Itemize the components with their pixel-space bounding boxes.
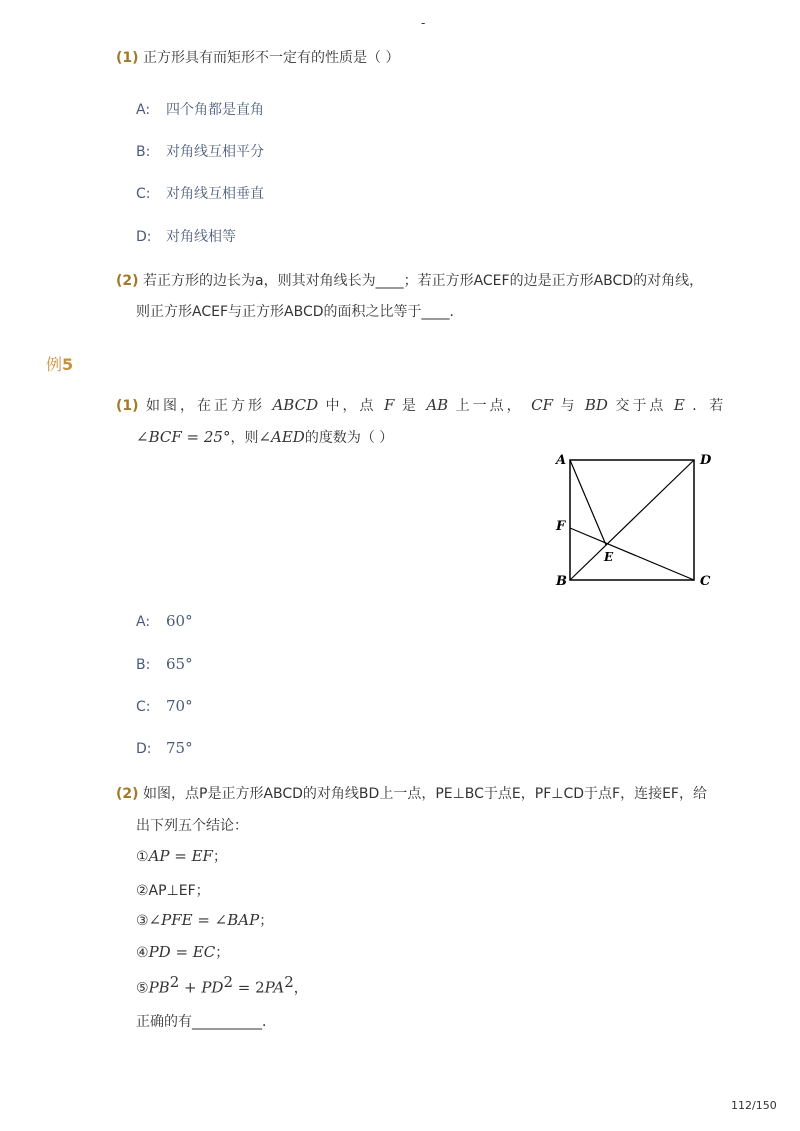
header-mark: - <box>421 16 426 30</box>
math-segment: ∠PFE = ∠BAP <box>148 911 260 929</box>
conclusion-5 <box>136 973 308 998</box>
option-d[interactable] <box>136 226 236 246</box>
math-segment: PD = EC <box>148 943 216 961</box>
question-2-line2: 则正方形ACEF与正方形ABCD的面积之比等于____． <box>136 304 464 320</box>
text-segment: ．若 <box>692 398 727 414</box>
math-segment: PD <box>201 978 224 997</box>
conclusion-mark: ③ <box>136 913 149 929</box>
text-segment: ； <box>215 945 230 961</box>
math-segment: + <box>179 978 202 997</box>
option-label: B: <box>136 657 151 673</box>
exponent: 2 <box>284 973 294 991</box>
option-label: C: <box>136 186 151 202</box>
label-f: F <box>556 519 566 534</box>
option-value: 65° <box>166 655 193 673</box>
answer-line: 正确的有__________． <box>136 1014 276 1030</box>
option-text: 四个角都是直角 <box>166 102 264 118</box>
option-b[interactable] <box>136 141 264 161</box>
math-segment: ∠AED <box>258 428 305 446</box>
text-segment: ， <box>293 980 308 997</box>
math-segment: AP = EF <box>148 847 213 865</box>
option-label: A: <box>136 102 151 118</box>
example-question-2 <box>116 783 707 803</box>
math-segment: PA <box>264 978 285 997</box>
label-b: B <box>556 574 567 589</box>
question-text-line1: 若正方形的边长为a，则其对角线长为____；若正方形ACEF的边是正方形ABCD的对角线， <box>143 273 704 289</box>
exponent: 2 <box>223 973 234 991</box>
conclusion-mark: ④ <box>136 945 149 961</box>
question-number: (1) <box>116 50 139 66</box>
option-text: 对角线相等 <box>166 229 236 245</box>
example-question-2-line2: 出下列五个结论： <box>136 818 248 834</box>
question-1 <box>116 47 399 67</box>
text-segment: 与 <box>560 398 578 414</box>
question-number: (1) <box>116 398 139 414</box>
label-e: E <box>604 550 614 564</box>
option-label: C: <box>136 699 151 715</box>
option-b[interactable] <box>136 655 193 673</box>
math-segment: ABCD <box>272 396 319 414</box>
option-value: 75° <box>166 739 193 757</box>
math-segment: AB <box>426 396 449 414</box>
text-segment: 的度数为（ ） <box>304 430 394 446</box>
text-segment: 交于点 <box>615 398 667 414</box>
square-figure <box>550 448 720 593</box>
label-d: D <box>700 453 712 468</box>
diagonal-bd <box>570 460 694 580</box>
segment-cf <box>570 528 694 580</box>
math-segment: F <box>384 396 395 414</box>
option-a[interactable] <box>136 612 193 630</box>
label-c: C <box>700 574 711 589</box>
option-label: D: <box>136 741 152 757</box>
math-segment: PB <box>148 978 170 997</box>
text-segment: ； <box>259 913 274 929</box>
conclusion-2: ②AP⊥EF； <box>136 883 210 899</box>
text-segment: 如图，在正方形 <box>146 398 265 414</box>
text-segment: 中，点 <box>325 398 377 414</box>
option-text: 对角线互相垂直 <box>166 186 264 202</box>
page-number: 112/150 <box>731 1099 777 1112</box>
option-label: B: <box>136 144 151 160</box>
math-segment: CF <box>531 396 553 414</box>
conclusion-mark: ① <box>136 849 149 865</box>
option-text: 对角线互相平分 <box>166 144 264 160</box>
conclusion-1 <box>136 846 227 866</box>
option-label: D: <box>136 229 152 245</box>
option-c[interactable] <box>136 183 264 203</box>
option-label: A: <box>136 614 151 630</box>
example-number: 5 <box>62 355 74 374</box>
segment-ae <box>570 460 606 545</box>
question-2 <box>116 270 703 290</box>
question-text: 正方形具有而矩形不一定有的性质是（ ） <box>143 50 400 66</box>
math-segment: BD <box>584 396 608 414</box>
option-a[interactable] <box>136 99 264 119</box>
conclusion-mark: ⑤ <box>136 980 149 997</box>
text-segment: ，则 <box>230 430 259 446</box>
text-segment: 上一点， <box>455 398 524 414</box>
text-segment: ； <box>212 849 227 865</box>
option-value: 60° <box>166 612 193 630</box>
question-text-line1: 如图，点P是正方形ABCD的对角线BD上一点，PE⊥BC于点E，PF⊥CD于点F，连接EF，给 <box>143 786 707 802</box>
math-segment: ∠BCF = 25° <box>136 428 231 446</box>
exponent: 2 <box>169 973 180 991</box>
math-segment: = 2 <box>233 978 265 997</box>
option-d[interactable] <box>136 739 193 757</box>
question-number: (2) <box>116 273 139 289</box>
conclusion-4 <box>136 942 229 962</box>
example-prefix: 例 <box>46 355 63 374</box>
text-segment: 是 <box>401 398 419 414</box>
math-segment: E <box>673 396 685 414</box>
conclusion-3 <box>136 910 273 930</box>
example-heading <box>46 352 73 375</box>
option-value: 70° <box>166 697 193 715</box>
option-c[interactable] <box>136 697 193 715</box>
question-number: (2) <box>116 786 139 802</box>
label-a: A <box>556 453 567 468</box>
example-question-1 <box>116 395 726 415</box>
example-question-1-line2 <box>136 427 393 447</box>
